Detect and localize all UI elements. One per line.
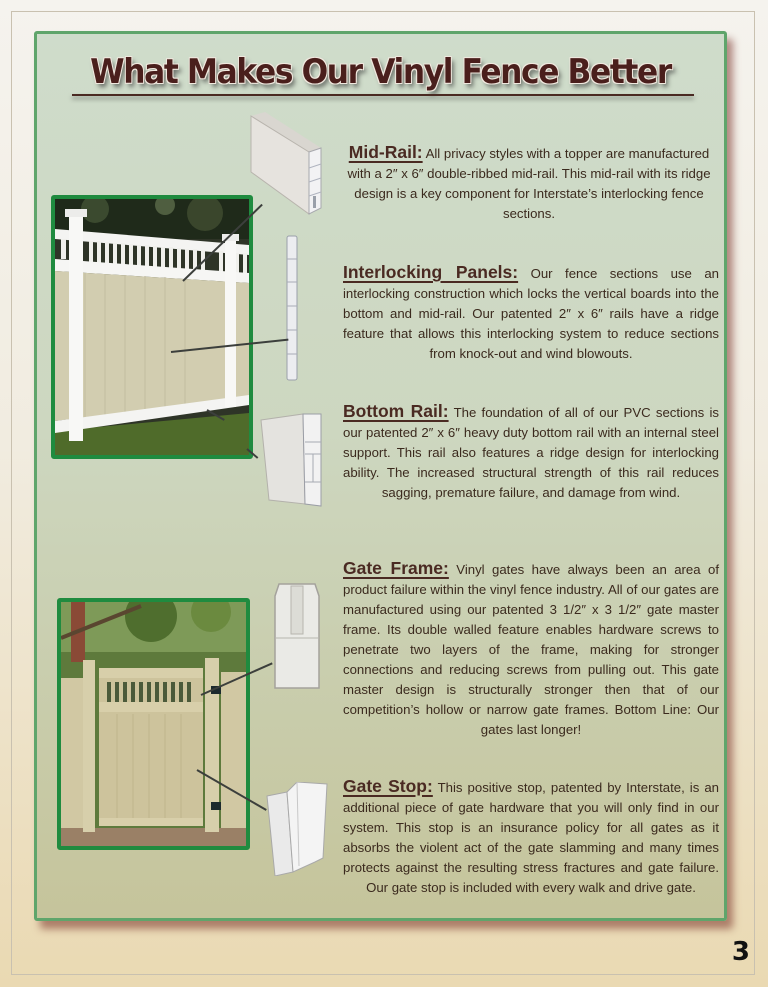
section-body: The foundation of all of our PVC sections is our patented 2″ x 6″ heavy duty bottom rail with an internal steel support. This rail also features a ridge design for interlocking ability. The increased structural strength of this rail reduces sagging, premature failure, and damage from wind. <box>343 405 719 500</box>
gate-photo <box>57 598 250 850</box>
section-body: Vinyl gates have always been an area of product failure within the vinyl fence industry. All of our gates are manufactured using our patented 3 1/2″ x 3 1/2″ gate master frame. Its double walled feature enables hardware screws to penetrate two layers of the frame, making for stronger connections and reducing screws from pulling out. This gate master design is structurally stronger then that of our competition’s hollow or narrow gate frames. Bottom Line: Our gates last longer! <box>343 562 719 737</box>
section-body: This positive stop, patented by Interstate, is an additional piece of gate hardware that you will only find in our system. This stop is an insurance policy for all gates as it absorbs the violent act of the gate slamming and many times protects against the resulting stress fractures and gate failure. Our gate stop is included with every walk and drive gate. <box>343 780 719 895</box>
section-bottom-rail <box>343 401 719 503</box>
section-heading: Mid-Rail: <box>348 142 423 162</box>
interlocking-board-part-image <box>284 234 300 384</box>
section-body: Our fence sections use an interlocking construction which locks the vertical boards into the bottom and mid-rail. Our patented 2″ x 6″ rails have a ridge feature that allows this interlocking system to reduce sections from knock-out and wind blowouts. <box>343 266 719 361</box>
section-heading: Interlocking Panels: <box>343 262 519 282</box>
section-heading: Bottom Rail: <box>343 401 449 421</box>
section-heading: Gate Stop: <box>343 776 433 796</box>
gate-illustration <box>61 602 246 846</box>
gate-frame-part-image <box>273 582 321 692</box>
bottom-rail-part-image <box>259 412 325 508</box>
section-gate-stop <box>343 776 719 898</box>
page-number: 3 <box>731 937 750 967</box>
title-underline <box>72 94 694 96</box>
page-title: What Makes Our Vinyl Fence Better <box>90 52 671 92</box>
section-body: All privacy styles with a topper are manufactured with a 2″ x 6″ double-ribbed mid-rail. This mid-rail with its ridge design is a key component for Interstate’s interlocking fence sections. <box>347 146 711 221</box>
section-heading: Gate Frame: <box>343 558 449 578</box>
content-panel <box>34 31 727 921</box>
mid-rail-part-image <box>249 112 325 216</box>
gate-stop-part-image <box>263 782 331 876</box>
section-interlocking-panels <box>343 262 719 364</box>
section-gate-frame <box>343 558 719 740</box>
section-mid-rail <box>339 142 719 224</box>
